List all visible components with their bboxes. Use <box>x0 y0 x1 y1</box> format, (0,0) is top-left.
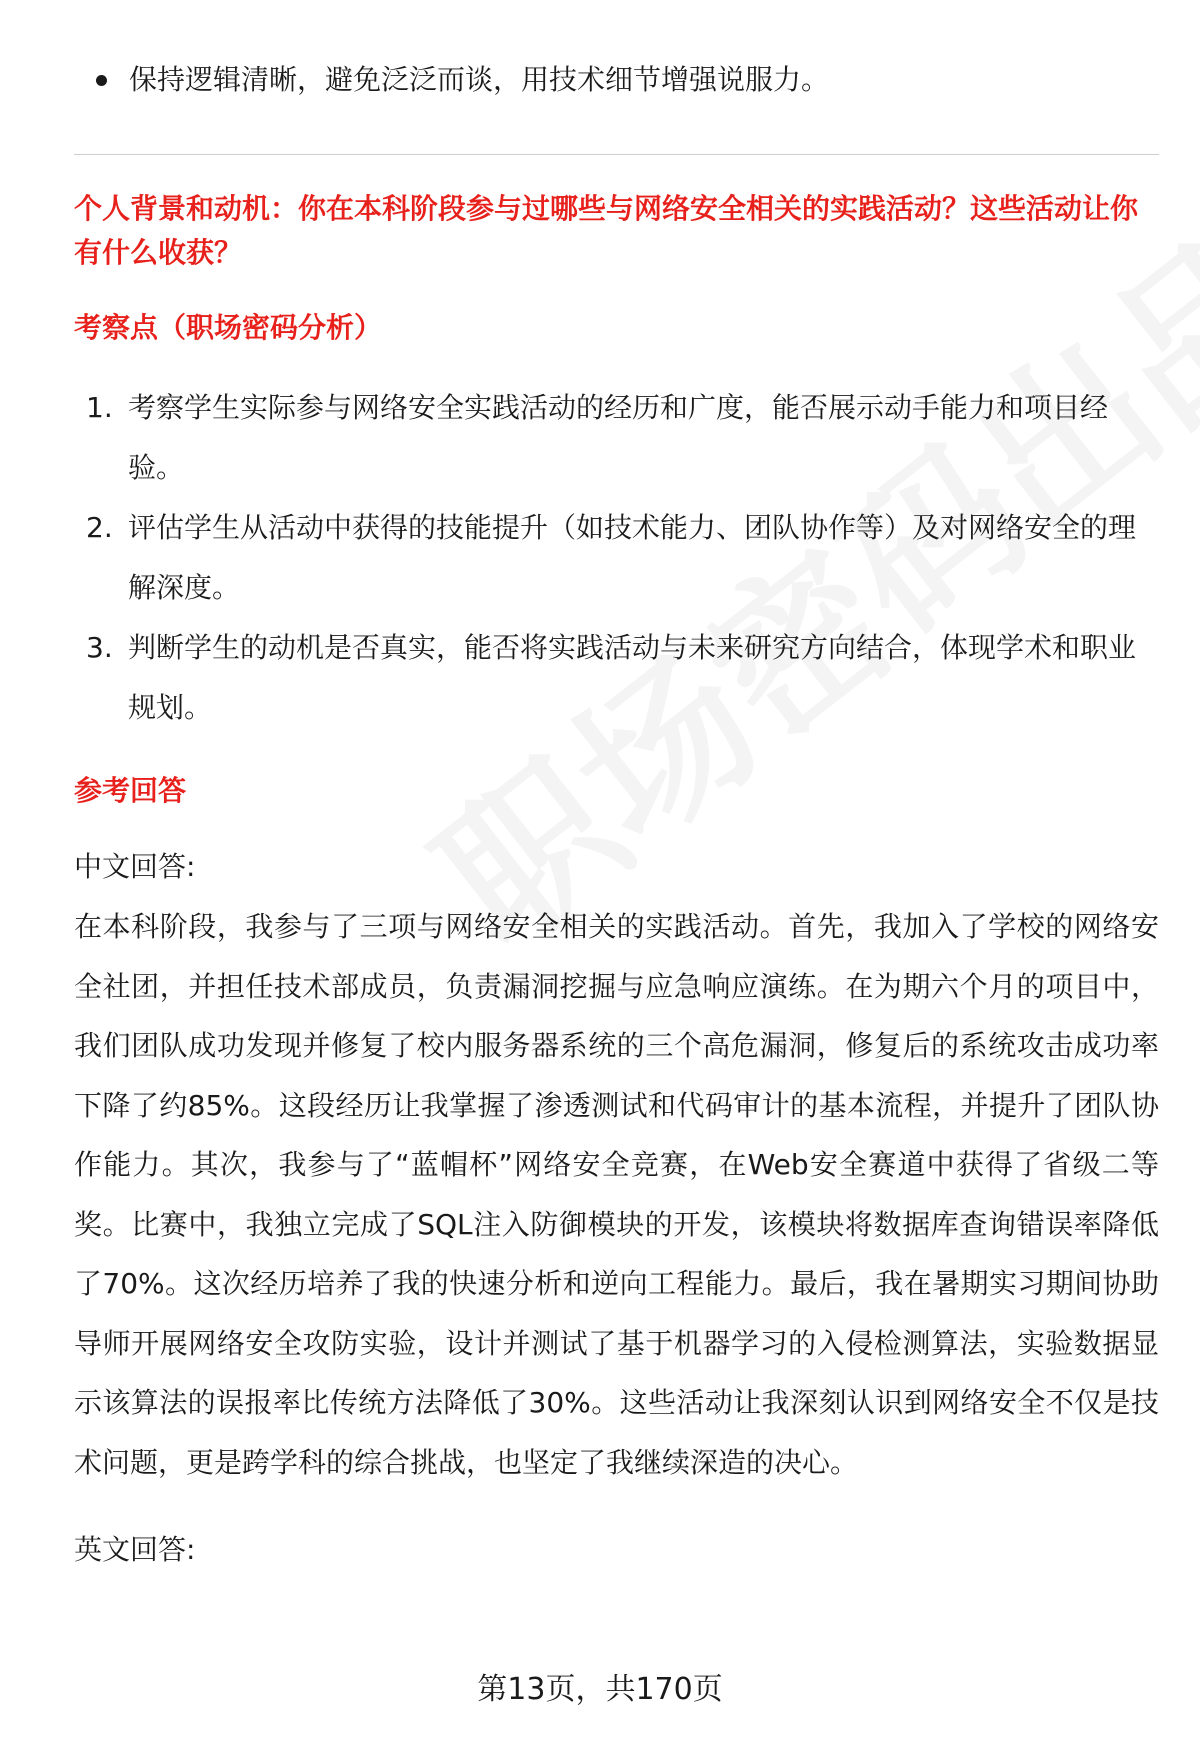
section-divider <box>74 154 1159 155</box>
bullet-item <box>96 58 1159 102</box>
item-text: 考察学生实际参与网络安全实践活动的经历和广度，能否展示动手能力和项目经验。 <box>128 391 1109 484</box>
analysis-list <box>74 378 1159 738</box>
chinese-answer-text: 在本科阶段，我参与了三项与网络安全相关的实践活动。首先，我加入了学校的网络安全社团，并担任技术部成员，负责漏洞挖掘与应急响应演练。在为期六个月的项目中，我们团队成功发现并修复了校内服务器系统的三个高危漏洞，修复后的系统攻击成功率下降了约85%。这段经历让我掌握了渗透测试和代码审计的基本流程，并提升了团队协作能力。其次，我参与了“蓝帽杯”网络安全竞赛，在Web安全赛道中获得了省级二等奖。比赛中，我独立完成了SQL注入防御模块的开发，该模块将数据库查询错误率降低了70%。这次经历培养了我的快速分析和逆向工程能力。最后，我在暑期实习期间协助导师开展网络安全攻防实验，设计并测试了基于机器学习的入侵检测算法，实验数据显示该算法的误报率比传统方法降低了30%。这些活动让我深刻认识到网络安全不仅是技术问题，更是跨学科的综合挑战，也坚定了我继续深造的决心。 <box>74 910 1159 1479</box>
item-text: 评估学生从活动中获得的技能提升（如技术能力、团队协作等）及对网络安全的理解深度。 <box>128 511 1137 604</box>
bullet-dot-icon <box>96 75 107 86</box>
item-number: 2. <box>86 511 113 544</box>
analysis-item <box>74 618 1159 738</box>
item-number: 1. <box>86 391 113 424</box>
item-text: 判断学生的动机是否真实，能否将实践活动与未来研究方向结合，体现学术和职业规划。 <box>128 631 1137 724</box>
question-heading: 个人背景和动机：你在本科阶段参与过哪些与网络安全相关的实践活动？这些活动让你有什么收获？ <box>74 192 1139 269</box>
reference-title: 参考回答 <box>74 774 187 807</box>
english-answer-label: 英文回答: <box>74 1533 196 1566</box>
chinese-answer-label: 中文回答: <box>74 850 196 883</box>
item-number: 3. <box>86 631 113 664</box>
bullet-text: 保持逻辑清晰，避免泛泛而谈，用技术细节增强说服力。 <box>129 63 830 96</box>
page-content <box>74 58 1159 1580</box>
analysis-item <box>74 378 1159 498</box>
page-number: 第13页，共170页 <box>477 1672 723 1707</box>
analysis-title: 考察点（职场密码分析） <box>74 311 383 344</box>
analysis-item <box>74 498 1159 618</box>
